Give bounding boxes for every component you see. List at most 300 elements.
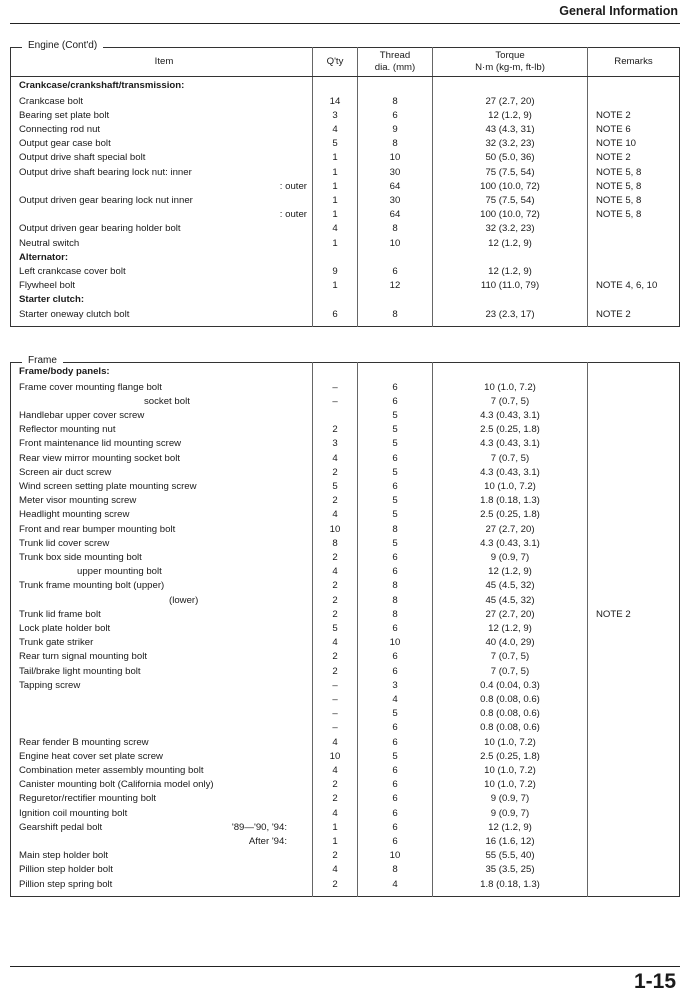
col-thread: [358, 48, 433, 77]
torque-cell: 100 (10.0, 72): [433, 180, 588, 194]
remarks-cell: [588, 77, 680, 95]
torque-cell: 10 (1.0, 7.2): [433, 778, 588, 792]
table-row: [11, 123, 680, 137]
remarks-cell: [588, 508, 680, 522]
thread-cell: 8: [358, 863, 433, 877]
item-label: Rear turn signal mounting bolt: [19, 651, 147, 663]
qty-cell: 1: [313, 237, 358, 251]
thread-cell: 8: [358, 579, 433, 593]
remarks-cell: [588, 721, 680, 735]
thread-cell: 6: [358, 480, 433, 494]
col-qty: Q'ty: [313, 48, 358, 77]
col-torque-line2: N·m (kg-m, ft-lb): [475, 62, 545, 73]
item-sublabel: : outer: [279, 180, 307, 192]
remarks-cell: [588, 707, 680, 721]
engine-torque-table: [10, 47, 680, 327]
item-label: Combination meter assembly mounting bolt: [19, 764, 204, 776]
table-row: [11, 395, 680, 409]
item-cell: [11, 166, 313, 180]
qty-cell: [313, 363, 358, 381]
item-cell: [11, 508, 313, 522]
qty-cell: 1: [313, 151, 358, 165]
item-cell-content: [19, 821, 309, 835]
thread-cell: 12: [358, 279, 433, 293]
table-row: [11, 551, 680, 565]
item-label: Front and rear bumper mounting bolt: [19, 523, 176, 535]
thread-cell: 6: [358, 792, 433, 806]
thread-cell: 5: [358, 437, 433, 451]
item-label: Wind screen setting plate mounting screw: [19, 480, 197, 492]
remarks-cell: [588, 237, 680, 251]
frame-section-title: Frame: [22, 355, 63, 366]
table-row: [11, 308, 680, 322]
table-bottom-padding: [11, 892, 680, 897]
thread-cell: 5: [358, 494, 433, 508]
remarks-cell: [588, 594, 680, 608]
remarks-cell: NOTE 6: [588, 123, 680, 137]
torque-cell: 35 (3.5, 25): [433, 863, 588, 877]
remarks-cell: [588, 650, 680, 664]
remarks-cell: [588, 878, 680, 892]
item-cell: [11, 849, 313, 863]
item-cell: [11, 792, 313, 806]
page-header-title: General Information: [559, 4, 678, 18]
item-cell: [11, 750, 313, 764]
torque-cell: 40 (4.0, 29): [433, 636, 588, 650]
group-heading-row: [11, 293, 680, 307]
torque-cell: 12 (1.2, 9): [433, 237, 588, 251]
item-cell: [11, 308, 313, 322]
remarks-cell: [588, 736, 680, 750]
col-torque: [433, 48, 588, 77]
item-cell: [11, 423, 313, 437]
remarks-cell: [588, 579, 680, 593]
torque-cell: 0.8 (0.08, 0.6): [433, 693, 588, 707]
thread-cell: 5: [358, 423, 433, 437]
item-label: Trunk gate striker: [19, 637, 94, 649]
torque-cell: 12 (1.2, 9): [433, 109, 588, 123]
thread-cell: 6: [358, 764, 433, 778]
item-cell: [11, 208, 313, 222]
table-row: [11, 835, 680, 849]
thread-cell: 8: [358, 608, 433, 622]
qty-cell: 4: [313, 123, 358, 137]
remarks-cell: [588, 265, 680, 279]
item-sublabel: (lower): [169, 594, 199, 606]
remarks-cell: [588, 679, 680, 693]
thread-cell: 6: [358, 721, 433, 735]
item-cell-content: [19, 180, 309, 194]
item-cell: [11, 395, 313, 409]
remarks-cell: [588, 523, 680, 537]
qty-cell: –: [313, 707, 358, 721]
table-row: [11, 807, 680, 821]
table-row: [11, 665, 680, 679]
torque-cell: 12 (1.2, 9): [433, 821, 588, 835]
item-cell: [11, 707, 313, 721]
item-cell: [11, 821, 313, 835]
qty-cell: 4: [313, 764, 358, 778]
item-cell: [11, 151, 313, 165]
qty-cell: 4: [313, 736, 358, 750]
remarks-cell: [588, 636, 680, 650]
thread-cell: 10: [358, 849, 433, 863]
item-label: Reguretor/rectifier mounting bolt: [19, 793, 157, 805]
item-cell: [11, 95, 313, 109]
item-cell: [11, 764, 313, 778]
thread-cell: 6: [358, 807, 433, 821]
thread-cell: 10: [358, 636, 433, 650]
item-cell: [11, 494, 313, 508]
thread-cell: 3: [358, 679, 433, 693]
torque-cell: 4.3 (0.43, 3.1): [433, 409, 588, 423]
remarks-cell: NOTE 2: [588, 151, 680, 165]
item-cell: [11, 109, 313, 123]
qty-cell: 4: [313, 508, 358, 522]
thread-cell: 8: [358, 137, 433, 151]
remarks-cell: NOTE 4, 6, 10: [588, 279, 680, 293]
torque-cell: [433, 363, 588, 381]
remarks-cell: [588, 778, 680, 792]
item-cell: [11, 180, 313, 194]
item-label: Main step holder bolt: [19, 850, 109, 862]
thread-cell: 6: [358, 551, 433, 565]
group-heading: Starter clutch:: [19, 294, 85, 306]
torque-cell: [433, 77, 588, 95]
torque-cell: 27 (2.7, 20): [433, 523, 588, 537]
torque-cell: 4.3 (0.43, 3.1): [433, 537, 588, 551]
torque-cell: 100 (10.0, 72): [433, 208, 588, 222]
remarks-cell: [588, 95, 680, 109]
torque-cell: 10 (1.0, 7.2): [433, 736, 588, 750]
thread-cell: 8: [358, 308, 433, 322]
table-row: [11, 821, 680, 835]
item-cell: [11, 594, 313, 608]
torque-cell: 43 (4.3, 31): [433, 123, 588, 137]
item-sublabel: '89—'90, '94:: [231, 821, 287, 833]
qty-cell: 1: [313, 835, 358, 849]
table-row: [11, 622, 680, 636]
remarks-cell: [588, 381, 680, 395]
qty-cell: 2: [313, 466, 358, 480]
item-cell: [11, 237, 313, 251]
item-cell: [11, 437, 313, 451]
item-cell: [11, 251, 313, 265]
item-label: Reflector mounting nut: [19, 424, 116, 436]
item-label: Starter oneway clutch bolt: [19, 308, 130, 320]
item-label: Front maintenance lid mounting screw: [19, 438, 182, 450]
qty-cell: 1: [313, 821, 358, 835]
thread-cell: 5: [358, 508, 433, 522]
remarks-cell: [588, 494, 680, 508]
item-cell: [11, 835, 313, 849]
thread-cell: 6: [358, 821, 433, 835]
table-header-row: [11, 48, 680, 77]
thread-cell: 6: [358, 650, 433, 664]
torque-cell: 10 (1.0, 7.2): [433, 381, 588, 395]
item-cell: [11, 878, 313, 892]
remarks-cell: [588, 849, 680, 863]
qty-cell: 4: [313, 863, 358, 877]
item-cell: [11, 123, 313, 137]
thread-cell: 8: [358, 523, 433, 537]
qty-cell: [313, 293, 358, 307]
remarks-cell: [588, 551, 680, 565]
col-item: Item: [11, 48, 313, 77]
torque-cell: 9 (0.9, 7): [433, 807, 588, 821]
qty-cell: 4: [313, 565, 358, 579]
remarks-cell: [588, 466, 680, 480]
qty-cell: 9: [313, 265, 358, 279]
table-row: [11, 764, 680, 778]
torque-cell: 55 (5.5, 40): [433, 849, 588, 863]
table-row: [11, 594, 680, 608]
item-cell: [11, 650, 313, 664]
qty-cell: –: [313, 693, 358, 707]
item-cell: [11, 77, 313, 95]
remarks-cell: NOTE 5, 8: [588, 194, 680, 208]
remarks-cell: NOTE 10: [588, 137, 680, 151]
remarks-cell: [588, 537, 680, 551]
item-label: Ignition coil mounting bolt: [19, 807, 128, 819]
qty-cell: 2: [313, 878, 358, 892]
table-row: [11, 237, 680, 251]
table-row: [11, 693, 680, 707]
item-cell: [11, 466, 313, 480]
table-row: [11, 480, 680, 494]
qty-cell: 1: [313, 279, 358, 293]
qty-cell: 5: [313, 622, 358, 636]
qty-cell: 4: [313, 222, 358, 236]
remarks-cell: [588, 693, 680, 707]
torque-cell: 32 (3.2, 23): [433, 222, 588, 236]
thread-cell: 10: [358, 151, 433, 165]
torque-cell: 27 (2.7, 20): [433, 95, 588, 109]
thread-cell: 6: [358, 381, 433, 395]
item-label: Left crankcase cover bolt: [19, 265, 126, 277]
table-row: [11, 579, 680, 593]
item-label: Output drive shaft special bolt: [19, 152, 146, 164]
thread-cell: 4: [358, 693, 433, 707]
thread-cell: 5: [358, 537, 433, 551]
item-label: Trunk box side mounting bolt: [19, 551, 142, 563]
remarks-cell: [588, 293, 680, 307]
item-label: Screen air duct screw: [19, 466, 112, 478]
item-cell: [11, 565, 313, 579]
table-row: [11, 166, 680, 180]
item-label: Frame cover mounting flange bolt: [19, 381, 162, 393]
group-heading-row: [11, 77, 680, 95]
thread-cell: 6: [358, 109, 433, 123]
thread-cell: 6: [358, 565, 433, 579]
torque-cell: 16 (1.6, 12): [433, 835, 588, 849]
item-sublabel: After '94:: [248, 836, 287, 847]
item-label: Handlebar upper cover screw: [19, 409, 145, 421]
item-cell: [11, 452, 313, 466]
thread-cell: 8: [358, 222, 433, 236]
page-number: 1-15: [633, 970, 676, 993]
group-heading-row: [11, 251, 680, 265]
item-cell-content: [19, 208, 309, 222]
table-row: [11, 878, 680, 892]
item-cell-content: [19, 835, 309, 849]
thread-cell: 6: [358, 835, 433, 849]
table-row: [11, 466, 680, 480]
thread-cell: [358, 77, 433, 95]
thread-cell: 5: [358, 707, 433, 721]
qty-cell: 2: [313, 608, 358, 622]
thread-cell: 5: [358, 750, 433, 764]
table-row: [11, 109, 680, 123]
table-row: [11, 750, 680, 764]
table-row: [11, 381, 680, 395]
remarks-cell: NOTE 5, 8: [588, 180, 680, 194]
qty-cell: 4: [313, 452, 358, 466]
engine-section-title: Engine (Cont'd): [22, 40, 103, 51]
item-cell: [11, 194, 313, 208]
qty-cell: [313, 77, 358, 95]
thread-cell: 10: [358, 237, 433, 251]
item-cell: [11, 381, 313, 395]
col-thread-line2: dia. (mm): [374, 62, 416, 73]
item-cell: [11, 608, 313, 622]
qty-cell: 1: [313, 194, 358, 208]
table-row: [11, 409, 680, 423]
item-label: Headlight mounting screw: [19, 509, 130, 521]
qty-cell: 2: [313, 849, 358, 863]
remarks-cell: [588, 437, 680, 451]
remarks-cell: [588, 565, 680, 579]
padding-cell: [313, 892, 358, 897]
torque-cell: [433, 293, 588, 307]
table-row: [11, 423, 680, 437]
item-cell: [11, 222, 313, 236]
remarks-cell: [588, 750, 680, 764]
table-row: [11, 863, 680, 877]
remarks-cell: [588, 835, 680, 849]
item-label: Pillion step holder bolt: [19, 864, 113, 876]
remarks-cell: [588, 423, 680, 437]
qty-cell: 1: [313, 166, 358, 180]
torque-cell: 4.3 (0.43, 3.1): [433, 466, 588, 480]
remarks-cell: [588, 409, 680, 423]
item-label: Flywheel bolt: [19, 280, 75, 292]
qty-cell: 2: [313, 792, 358, 806]
qty-cell: –: [313, 679, 358, 693]
padding-cell: [358, 892, 433, 897]
qty-cell: 2: [313, 665, 358, 679]
qty-cell: 1: [313, 180, 358, 194]
item-cell: [11, 778, 313, 792]
table-row: [11, 151, 680, 165]
torque-cell: 0.8 (0.08, 0.6): [433, 721, 588, 735]
qty-cell: 2: [313, 551, 358, 565]
torque-cell: 12 (1.2, 9): [433, 565, 588, 579]
torque-cell: 12 (1.2, 9): [433, 622, 588, 636]
thread-cell: 8: [358, 95, 433, 109]
remarks-cell: [588, 452, 680, 466]
torque-cell: 0.8 (0.08, 0.6): [433, 707, 588, 721]
torque-cell: 1.8 (0.18, 1.3): [433, 878, 588, 892]
remarks-cell: [588, 863, 680, 877]
torque-cell: 2.5 (0.25, 1.8): [433, 508, 588, 522]
torque-cell: 2.5 (0.25, 1.8): [433, 423, 588, 437]
padding-cell: [11, 322, 313, 327]
torque-cell: 32 (3.2, 23): [433, 137, 588, 151]
qty-cell: 4: [313, 636, 358, 650]
table-row: [11, 523, 680, 537]
table-row: [11, 437, 680, 451]
qty-cell: –: [313, 381, 358, 395]
table-bottom-padding: [11, 322, 680, 327]
thread-cell: 6: [358, 395, 433, 409]
item-label: Tapping screw: [19, 679, 81, 691]
torque-cell: 0.4 (0.04, 0.3): [433, 679, 588, 693]
remarks-cell: [588, 807, 680, 821]
remarks-cell: NOTE 2: [588, 109, 680, 123]
item-label: Output drive shaft bearing lock nut: inner: [19, 166, 192, 178]
item-label: Canister mounting bolt (California model only): [19, 779, 214, 791]
padding-cell: [588, 892, 680, 897]
torque-cell: 7 (0.7, 5): [433, 395, 588, 409]
torque-cell: 27 (2.7, 20): [433, 608, 588, 622]
item-label: Neutral switch: [19, 237, 80, 249]
thread-cell: 9: [358, 123, 433, 137]
thread-cell: [358, 293, 433, 307]
table-row: [11, 721, 680, 735]
padding-cell: [313, 322, 358, 327]
item-label: Lock plate holder bolt: [19, 622, 111, 634]
padding-cell: [433, 322, 588, 327]
footer-rule: [10, 966, 680, 967]
table-row: [11, 537, 680, 551]
item-label: Connecting rod nut: [19, 123, 101, 135]
remarks-cell: [588, 222, 680, 236]
table-row: [11, 778, 680, 792]
item-label: Rear fender B mounting screw: [19, 736, 149, 748]
qty-cell: 14: [313, 95, 358, 109]
thread-cell: [358, 363, 433, 381]
qty-cell: 2: [313, 594, 358, 608]
item-label: Engine heat cover set plate screw: [19, 750, 163, 762]
item-label: Meter visor mounting screw: [19, 495, 137, 507]
remarks-cell: [588, 792, 680, 806]
qty-cell: [313, 409, 358, 423]
padding-cell: [588, 322, 680, 327]
thread-cell: 6: [358, 622, 433, 636]
item-cell: [11, 622, 313, 636]
item-label: Pillion step spring bolt: [19, 878, 113, 890]
frame-table-body: [11, 363, 680, 897]
torque-cell: 2.5 (0.25, 1.8): [433, 750, 588, 764]
qty-cell: 8: [313, 537, 358, 551]
item-cell: [11, 636, 313, 650]
qty-cell: 4: [313, 807, 358, 821]
torque-cell: 75 (7.5, 54): [433, 166, 588, 180]
qty-cell: 2: [313, 778, 358, 792]
thread-cell: 5: [358, 409, 433, 423]
table-row: [11, 792, 680, 806]
group-heading: Alternator:: [19, 251, 69, 263]
item-label: Gearshift pedal bolt: [19, 821, 103, 833]
torque-cell: 10 (1.0, 7.2): [433, 764, 588, 778]
remarks-cell: NOTE 5, 8: [588, 166, 680, 180]
item-cell: [11, 693, 313, 707]
item-label: Tail/brake light mounting bolt: [19, 665, 141, 677]
remarks-cell: [588, 622, 680, 636]
remarks-cell: [588, 764, 680, 778]
remarks-cell: [588, 395, 680, 409]
